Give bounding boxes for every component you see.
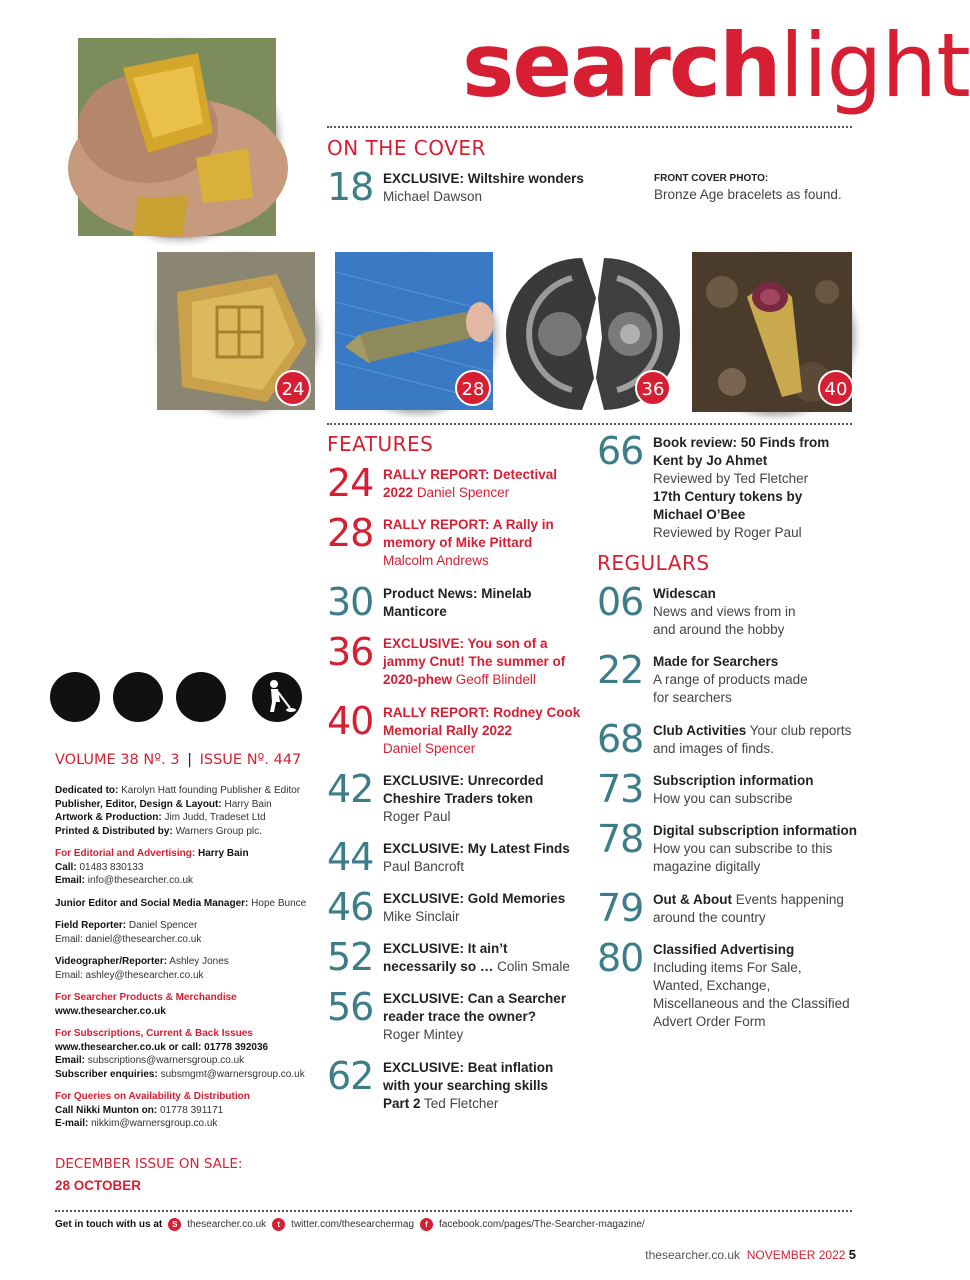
decorative-dot [50,672,100,722]
on-the-cover-heading: ON THE COVER [327,136,486,160]
feature-title: EXCLUSIVE: It ain’t necessarily so … [383,941,508,974]
feature-entry[interactable] [327,511,573,570]
website-link[interactable]: thesearcher.co.uk [187,1219,267,1230]
credit-label: Email: [55,875,86,886]
regular-page-number: 80 [597,936,644,980]
feature-title: EXCLUSIVE: Gold Memories [383,891,566,906]
phone-number[interactable]: 01778 391171 [160,1104,224,1116]
credit-value: Hope Bunce [251,897,307,909]
feature-page-number: 28 [327,511,374,555]
email-link[interactable]: subsmgmt@warnersgroup.co.uk [160,1068,305,1080]
regular-desc: Including items For Sale, Wanted, Exchange, Miscellaneous and the Classified Advert Order Form [653,960,850,1029]
regulars-heading: REGULARS [597,551,710,575]
facebook-icon: f [420,1218,433,1231]
feature-entry[interactable] [327,935,583,979]
feature-page-number: 56 [327,985,374,1029]
feature-author: Roger Paul [383,809,451,824]
feature-title: RALLY REPORT: Detectival 2022 [383,467,558,500]
twitter-link[interactable]: twitter.com/thesearchermag [291,1219,414,1230]
feature-author: Ted Fletcher [424,1096,499,1111]
feature-page-number: 24 [327,461,374,505]
volume-separator: | [187,752,193,768]
masthead-light: light [779,14,970,117]
credit-label: Videographer/Reporter: [55,956,168,967]
credit-label: Call Nikki Munton on: [55,1104,158,1116]
facebook-link[interactable]: facebook.com/pages/The-Searcher-magazine/ [439,1219,645,1230]
regular-title: Subscription information [653,773,814,788]
on-sale-label: DECEMBER ISSUE ON SALE: [55,1156,243,1172]
volume-number: VOLUME 38 Nº. 3 [55,752,180,768]
regular-desc: How you can subscribe to this magazine digitally [653,841,833,874]
feature-page-number: 62 [327,1054,374,1098]
feature-author: Colin Smale [497,959,570,974]
credit-value: Harry Bain [197,848,249,859]
on-sale-date: 28 OCTOBER [55,1178,142,1193]
credit-label: E-mail: [55,1118,89,1129]
regular-title: Digital subscription information [653,823,858,838]
searcher-logo-icon: S [168,1218,181,1231]
feature-author: Paul Bancroft [383,859,465,874]
regular-page-number: 68 [597,717,644,761]
feature-page-number: 46 [327,885,374,929]
page-number: 5 [848,1247,856,1262]
regular-title: Out & About [653,892,732,907]
masthead-bold: search [462,14,780,117]
decorative-dot [113,672,163,722]
decorative-dot [176,672,226,722]
feature-entry[interactable] [327,580,558,624]
email-link[interactable]: Email: daniel@thesearcher.co.uk [55,933,202,945]
website-link[interactable]: www.thesearcher.co.uk [55,1005,166,1017]
regular-page-number: 06 [597,580,644,624]
cover-author: Michael Dawson [383,189,483,204]
regular-page-number: 78 [597,817,644,861]
credit-label: Call: [55,861,77,873]
get-in-touch-label: Get in touch with us at [55,1219,163,1230]
credit-label: Dedicated to: [55,785,119,796]
twitter-icon: t [272,1218,285,1231]
feature-entry[interactable] [327,699,588,758]
feature-entry[interactable] [327,461,583,505]
regular-desc: News and views from in and around the hobby [653,604,796,637]
email-link[interactable]: info@thesearcher.co.uk [87,875,194,886]
review-author-2: Reviewed by Roger Paul [653,525,802,540]
feature-entry[interactable] [327,1054,573,1113]
photo-badge-40: 40 [818,370,854,406]
credit-value: Karolyn Hatt founding Publisher & Editor [121,785,301,796]
cover-photo-gold [78,38,276,236]
feature-page-number: 44 [327,835,374,879]
regular-title: Widescan [653,586,716,601]
divider-bottom [55,1210,852,1212]
photo-badge-24: 24 [275,370,311,406]
feature-entry[interactable] [327,835,593,879]
feature-title: RALLY REPORT: A Rally in memory of Mike Pittard [383,517,554,550]
cover-entry[interactable] [327,165,643,209]
footer-website[interactable]: thesearcher.co.uk [645,1248,741,1262]
regular-page-number: 73 [597,767,644,811]
feature-author: Mike Sinclair [383,909,460,924]
feature-author: Daniel Spencer [416,485,510,500]
phone-number[interactable]: 01483 830133 [79,861,144,873]
credit-label: For Editorial and Advertising: [55,848,196,859]
regular-entry[interactable] [597,648,818,707]
regular-desc: How you can subscribe [653,791,793,806]
volume-line [55,752,301,768]
masthead [462,14,970,117]
footer-links [55,1218,645,1231]
feature-title: RALLY REPORT: Rodney Cook Memorial Rally 2022 [383,705,581,738]
feature-page-number: 30 [327,580,374,624]
credit-label: For Subscriptions, Current & Back Issues [55,1028,253,1039]
credit-label: For Queries on Availability & Distribution [55,1091,250,1102]
credit-label: Field Reporter: [55,920,127,931]
feature-title: EXCLUSIVE: Beat inflation with your searching skills Part 2 [383,1060,554,1111]
footer-month: NOVEMBER 2022 [746,1248,846,1262]
photo-badge-36: 36 [635,370,671,406]
credit-label: Artwork & Production: [55,812,162,823]
cover-title: EXCLUSIVE: Wiltshire wonders [383,171,584,186]
review-title-2: 17th Century tokens by Michael O’Bee [653,489,803,522]
feature-page-number: 42 [327,767,374,811]
credit-value: Ashley Jones [169,956,229,967]
regular-title: Made for Searchers [653,654,779,669]
review-author-1: Reviewed by Ted Fletcher [653,471,809,486]
feature-page-number: 40 [327,699,374,743]
regular-page-number: 79 [597,886,644,930]
credit-value: Warners Group plc. [175,825,262,837]
regular-entry[interactable] [597,580,813,639]
review-entry[interactable] [597,429,853,542]
page-footer [645,1247,856,1262]
photo-badge-28: 28 [455,370,491,406]
email-link[interactable]: nikkim@warnersgroup.co.uk [91,1118,218,1129]
regular-desc: Events happening around the country [653,892,844,925]
feature-entry[interactable] [327,985,568,1044]
feature-page-number: 36 [327,630,374,674]
divider-top [327,126,852,128]
credit-value: Harry Bain [224,798,272,810]
feature-author: Roger Mintey [383,1027,464,1042]
feature-title: Product News: Minelab Manticore [383,586,532,619]
email-link[interactable]: subscriptions@warnersgroup.co.uk [87,1055,245,1066]
features-heading: FEATURES [327,432,434,456]
credit-label: Junior Editor and Social Media Manager: [55,897,249,909]
feature-title: EXCLUSIVE: Can a Searcher reader trace the owner? [383,991,567,1024]
credit-label: Subscriber enquiries: [55,1068,158,1080]
regular-entry[interactable] [597,817,863,876]
credit-label: For Searcher Products & Merchandise [55,992,237,1003]
credit-value: Daniel Spencer [128,920,198,931]
credits-block [55,784,317,1140]
regular-entry[interactable] [597,886,853,930]
feature-page-number: 52 [327,935,374,979]
feature-entry[interactable] [327,767,563,826]
review-title-1: Book review: 50 Finds from Kent by Jo Ahmet [653,435,830,468]
email-link[interactable]: Email: ashley@thesearcher.co.uk [55,969,204,981]
feature-title: EXCLUSIVE: Unrecorded Cheshire Traders token [383,773,544,806]
credit-label: Publisher, Editor, Design & Layout: [55,798,222,810]
regular-desc: Your club reports and images of finds. [653,723,852,756]
front-cover-photo-caption: Bronze Age bracelets as found. [654,187,842,202]
regular-title: Club Activities [653,723,747,738]
regular-title: Classified Advertising [653,942,795,957]
divider-middle [327,423,852,425]
regular-page-number: 22 [597,648,644,692]
regular-entry[interactable] [597,936,853,1031]
cover-page-number: 18 [327,165,374,209]
issue-number: ISSUE Nº. 447 [199,752,302,768]
regular-entry[interactable] [597,767,863,811]
feature-entry[interactable] [327,630,583,689]
front-cover-photo-label: FRONT COVER PHOTO: [654,173,769,184]
credit-value: Jim Judd, Tradeset Ltd [164,812,266,823]
feature-author: Geoff Blindell [455,672,536,687]
regular-entry[interactable] [597,717,863,761]
detectorist-icon [252,672,302,722]
feature-entry[interactable] [327,885,593,929]
regular-desc: A range of products made for searchers [653,672,808,705]
feature-author: Malcolm Andrews [383,553,489,568]
website-link[interactable]: www.thesearcher.co.uk or call: 01778 392036 [55,1041,269,1053]
credit-label: Printed & Distributed by: [55,825,173,837]
feature-title: EXCLUSIVE: You son of a jammy Cnut! The summer of 2020-phew [383,636,566,687]
credit-label: Email: [55,1055,86,1066]
review-page-number: 66 [597,429,644,473]
feature-author: Daniel Spencer [383,741,476,756]
feature-title: EXCLUSIVE: My Latest Finds [383,841,570,856]
